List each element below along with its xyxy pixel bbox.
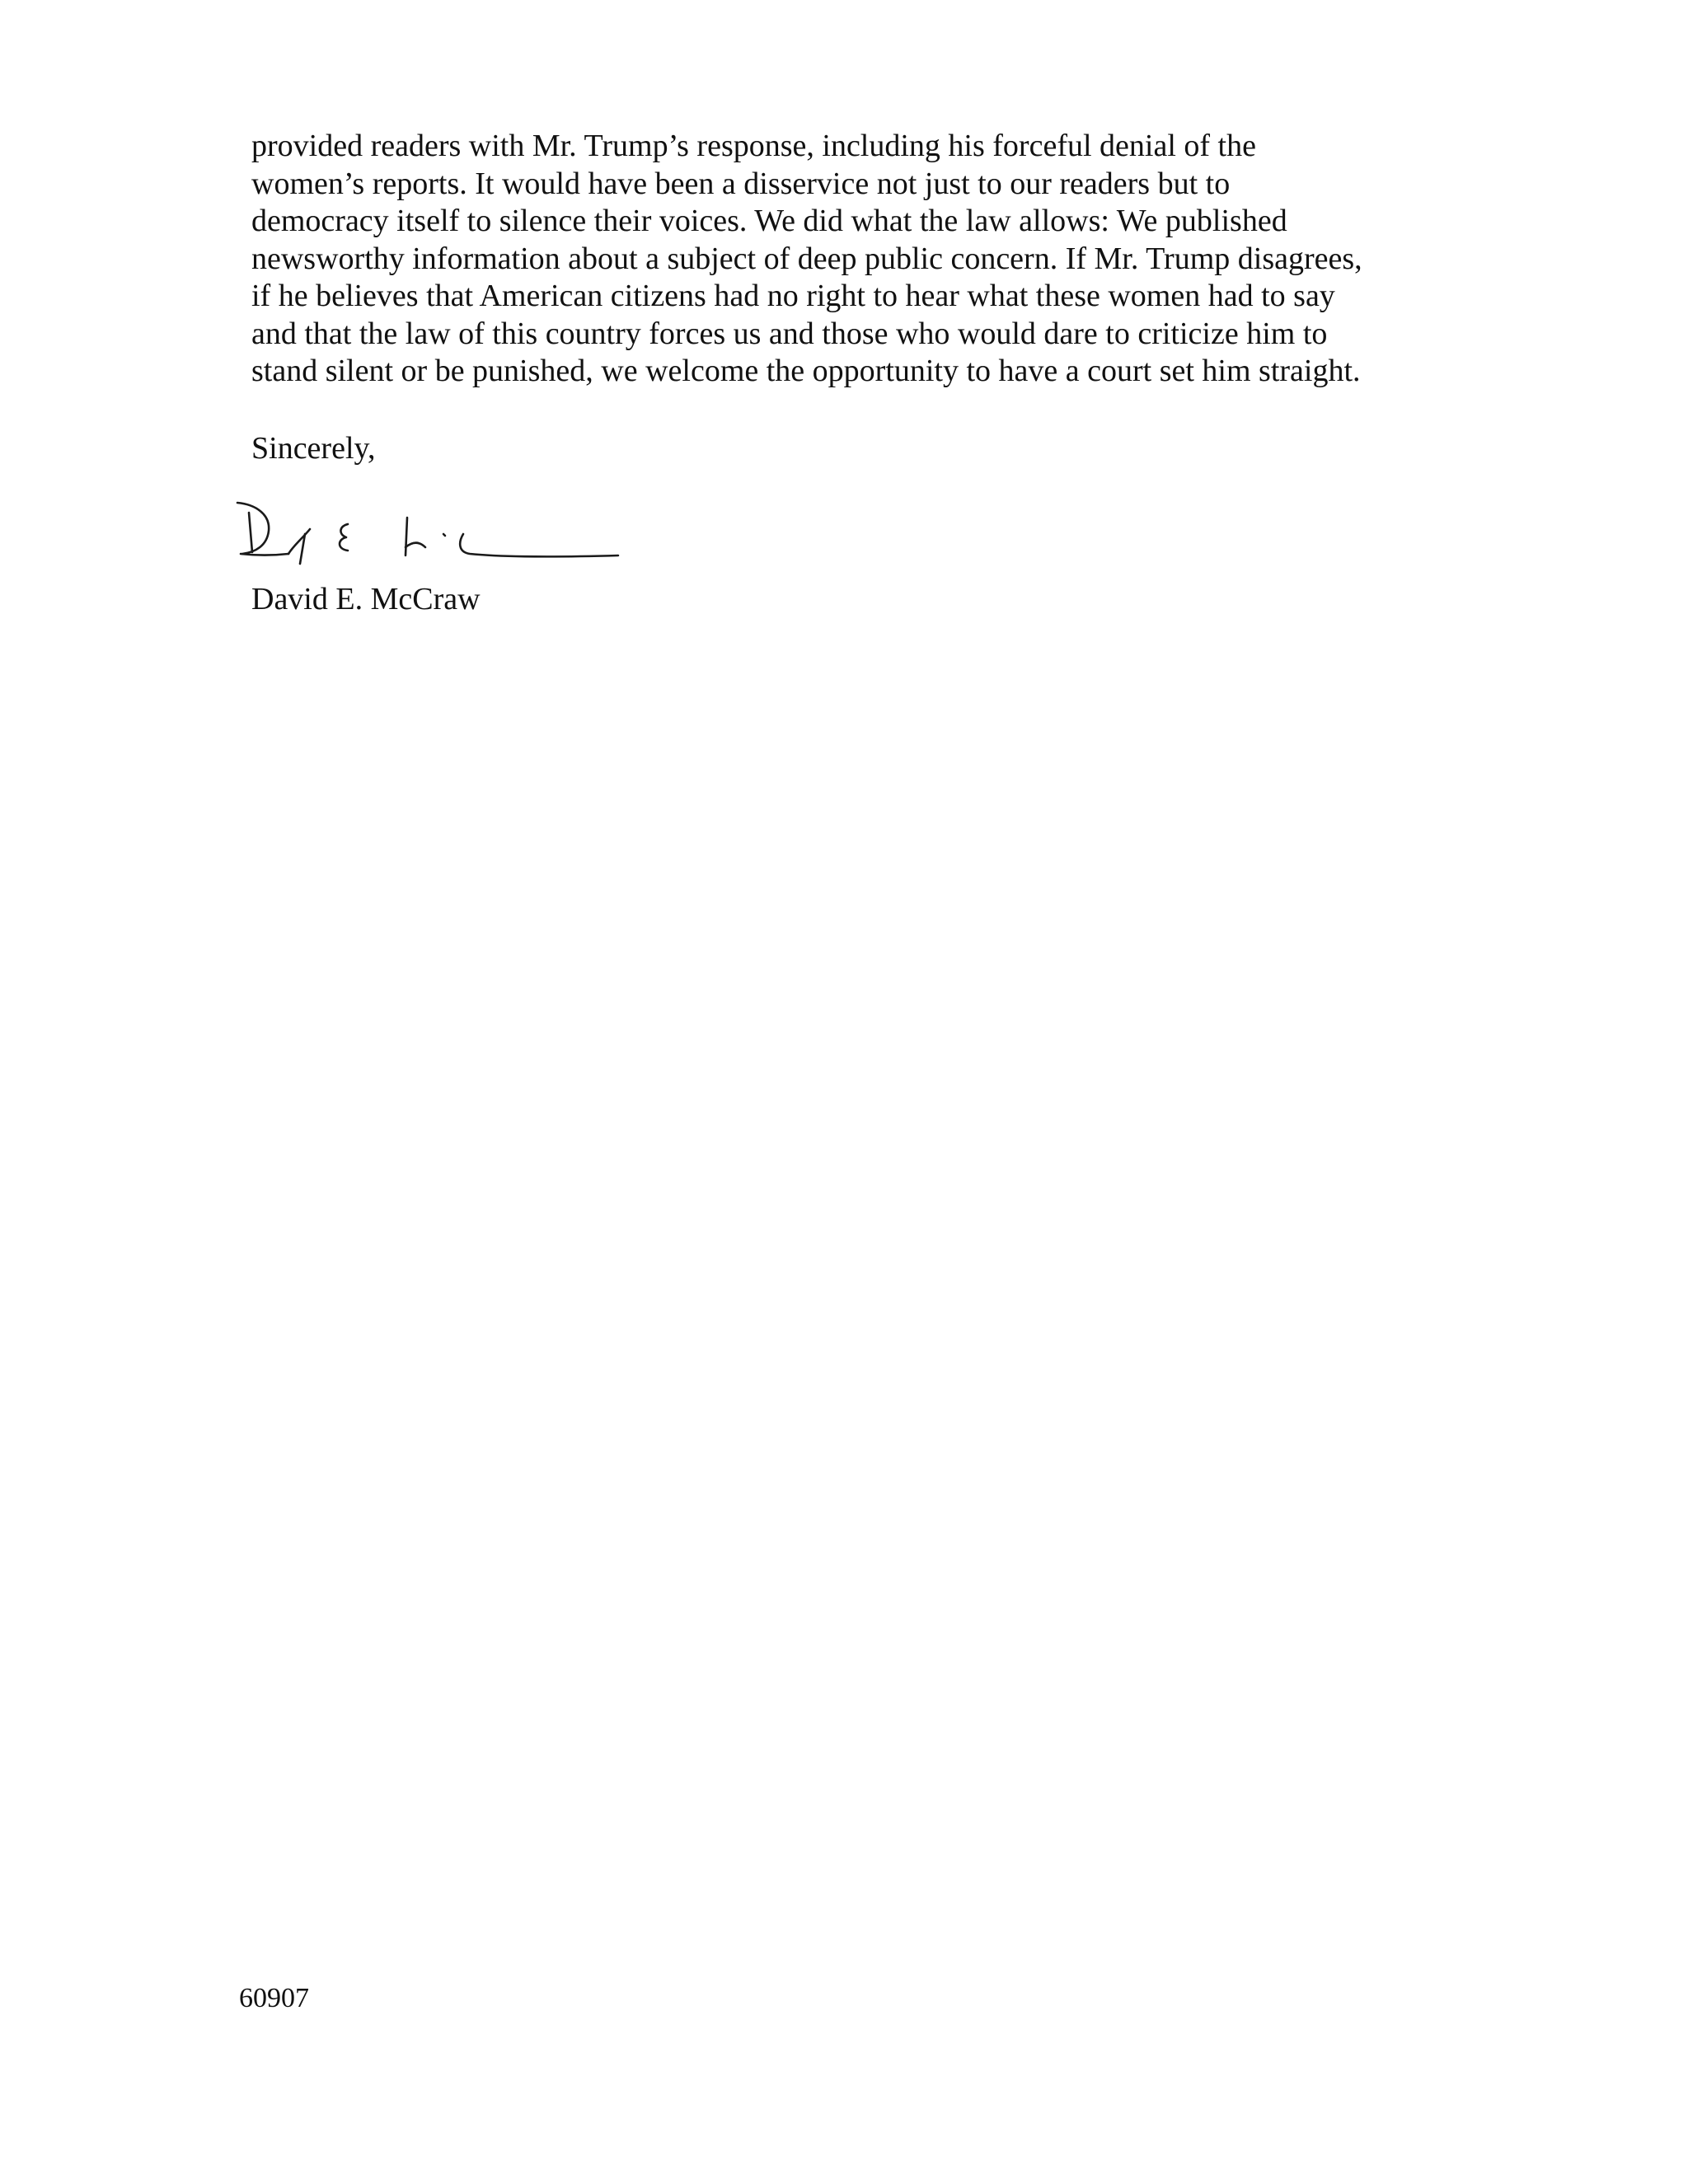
handwritten-signature — [231, 488, 643, 570]
body-line: newsworthy information about a subject of deep public concern. If Mr. Trump disagrees, — [251, 241, 1362, 276]
body-line: stand silent or be punished, we welcome the opportunity to have a court set him straight. — [251, 354, 1361, 388]
page-number: 60907 — [239, 1983, 309, 2013]
body-line: if he believes that American citizens had no right to hear what these women had to say — [251, 279, 1335, 313]
body-line: democracy itself to silence their voices. We did what the law allows: We published — [251, 204, 1287, 238]
body-line: and that the law of this country forces us and those who would dare to criticize him to — [251, 316, 1328, 351]
signer-name: David E. McCraw — [251, 582, 481, 616]
letter-body-paragraph — [251, 128, 1537, 391]
body-line: women’s reports. It would have been a disservice not just to our readers but to — [251, 166, 1231, 201]
body-line: provided readers with Mr. Trump’s response, including his forceful denial of the — [251, 129, 1256, 163]
letter-closing: Sincerely, — [251, 431, 376, 466]
